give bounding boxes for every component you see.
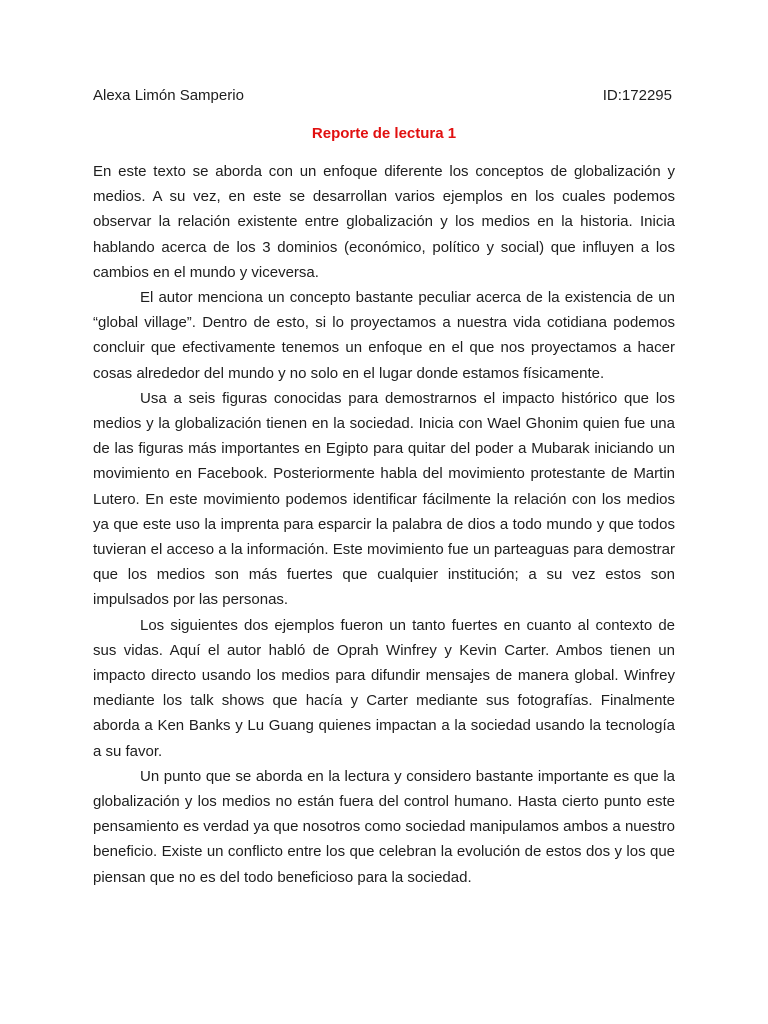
- paragraph-5: Un punto que se aborda en la lectura y considero bastante importante es que la globalización y los medios no están fuera del control humano. Hasta cierto punto este pensamiento es verdad ya que nosotros como sociedad manipulamos ambos a nuestro beneficio. Existe un conflicto entre los que celebran la evolución de estos dos y los que piensan que no es del todo beneficioso para la sociedad.: [93, 767, 675, 886]
- paragraph-2: El autor menciona un concepto bastante peculiar acerca de la existencia de un “global village”. Dentro de esto, si lo proyectamos a nuestra vida cotidiana podemos concluir que efectivamente tenemos un enfoque en el que nos proyectamos a hacer cosas alrededor del mundo y no solo en el lugar donde estamos físicamente.: [93, 289, 675, 382]
- paragraph-1: En este texto se aborda con un enfoque diferente los conceptos de globalización y medios. A su vez, en este se desarrollan varios ejemplos en los cuales podemos observar la relación existente entre globalización y los medios en la historia. Inicia hablando acerca de los 3 dominios (económico, político y social) que influyen a los cambios en el mundo y viceversa.: [93, 163, 675, 281]
- document-title: Reporte de lectura 1: [311, 125, 457, 142]
- student-id: ID:172295: [602, 87, 672, 104]
- document-body: [93, 159, 675, 890]
- document-header: [93, 86, 672, 106]
- paragraph-4: Los siguientes dos ejemplos fueron un tanto fuertes en cuanto al contexto de sus vidas. Aquí el autor habló de Oprah Winfrey y Kevin Carter. Ambos tienen un impacto directo usando los medios para difundir mensajes de manera global. Winfrey mediante los talk shows que hacía y Carter mediante sus fotografías. Finalmente aborda a Ken Banks y Lu Guang quienes impactan a la sociedad usando la tecnología a su favor.: [93, 616, 675, 760]
- paragraph-3: Usa a seis figuras conocidas para demostrarnos el impacto histórico que los medios y la globalización tienen en la sociedad. Inicia con Wael Ghonim quien fue una de las figuras más importantes en Egipto para quitar del poder a Mubarak iniciando un movimiento en Facebook. Posteriormente habla del movimiento protestante de Martin Lutero. En este movimiento podemos identificar fácilmente la relación con los medios ya que este uso la imprenta para esparcir la palabra de dios a todo mundo y que todos tuvieran el acceso a la información. Este movimiento fue un parteaguas para demostrar que los medios son más fuertes que cualquier institución; a su vez estos son impulsados por las personas.: [93, 389, 675, 609]
- author-name: Alexa Limón Samperio: [93, 87, 244, 104]
